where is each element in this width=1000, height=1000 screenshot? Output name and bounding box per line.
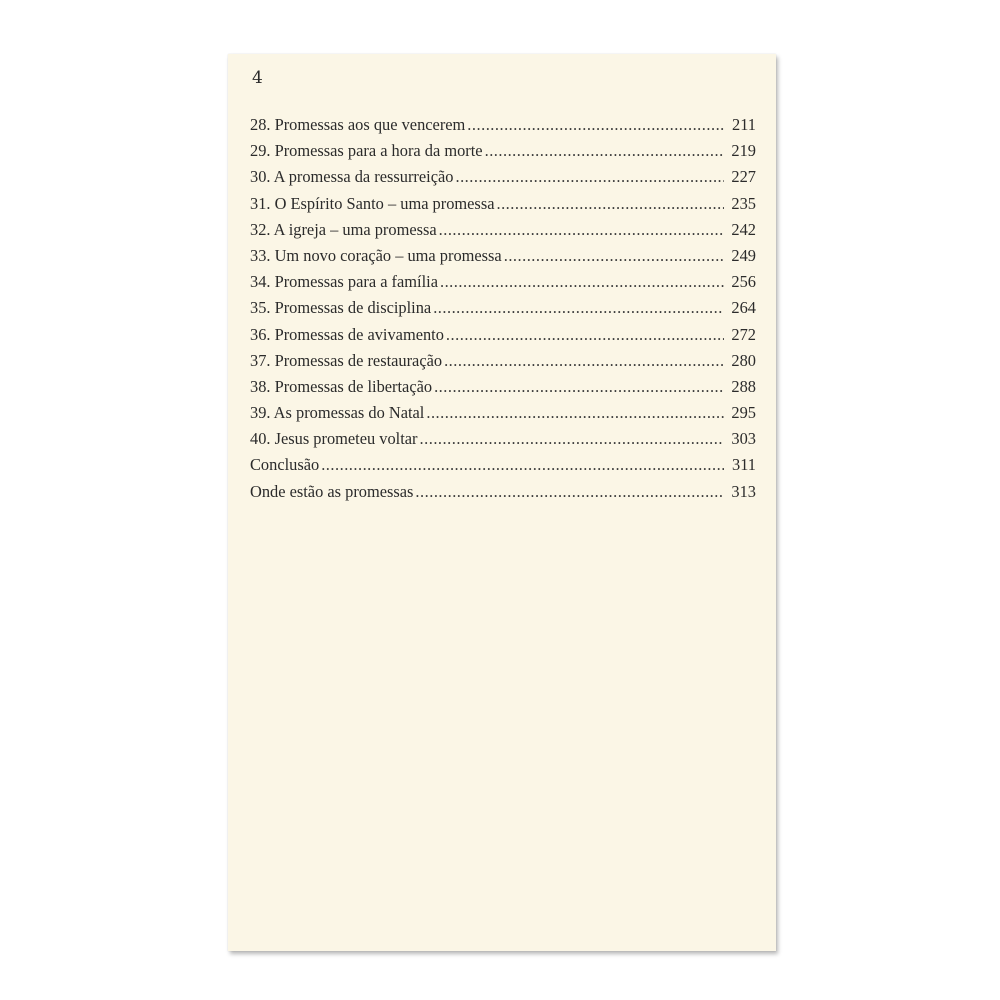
toc-entry-page: 219 xyxy=(731,141,756,161)
toc-entry xyxy=(250,295,756,321)
toc-dot-leader xyxy=(439,217,724,243)
toc-entry-title: 30. A promessa da ressurreição xyxy=(250,167,454,187)
toc-entry xyxy=(250,322,756,348)
toc-dot-leader xyxy=(440,269,724,295)
toc-entry-title: 40. Jesus prometeu voltar xyxy=(250,429,418,449)
toc-entry-page: 303 xyxy=(731,429,756,449)
toc-dot-leader xyxy=(434,374,724,400)
toc-entry xyxy=(250,452,756,478)
toc-entry-title: 37. Promessas de restauração xyxy=(250,350,443,370)
toc-entry xyxy=(250,191,756,217)
toc-entry-page: 235 xyxy=(731,193,756,213)
toc-entry-page: 311 xyxy=(732,455,756,475)
toc-entry-page: 280 xyxy=(731,350,756,370)
toc-entry-title: Onde estão as promessas xyxy=(250,481,414,501)
toc-entry-page: 295 xyxy=(731,403,756,423)
toc-entry xyxy=(250,269,756,295)
toc-entry-title: 31. O Espírito Santo – uma promessa xyxy=(250,193,495,213)
toc-entry-page: 211 xyxy=(732,115,756,134)
toc-dot-leader xyxy=(420,426,724,452)
toc-dot-leader xyxy=(504,243,724,269)
toc-entry xyxy=(250,112,756,138)
toc-entry xyxy=(250,138,756,164)
toc-dot-leader xyxy=(433,295,724,321)
toc-entry-page: 264 xyxy=(731,298,756,318)
toc-dot-leader xyxy=(444,348,724,374)
toc-entry-page: 227 xyxy=(731,167,756,187)
toc-entry xyxy=(250,426,756,452)
toc-entry-page: 272 xyxy=(731,324,756,344)
toc-entry xyxy=(250,479,756,505)
page-number: 4 xyxy=(252,68,263,88)
toc-entry xyxy=(250,243,756,269)
toc-dot-leader xyxy=(496,191,724,217)
toc-dot-leader xyxy=(415,479,724,505)
toc-dot-leader xyxy=(446,322,724,348)
toc-entry-page: 313 xyxy=(731,481,756,501)
toc-dot-leader xyxy=(426,400,724,426)
toc-dot-leader xyxy=(485,138,724,164)
toc-entry xyxy=(250,374,756,400)
toc-entry-title: 35. Promessas de disciplina xyxy=(250,298,432,318)
toc-entry xyxy=(250,400,756,426)
toc-entry-page: 256 xyxy=(731,272,756,292)
table-of-contents xyxy=(250,112,756,505)
toc-entry xyxy=(250,348,756,374)
toc-entry-title: Conclusão xyxy=(250,455,320,475)
toc-entry xyxy=(250,217,756,243)
toc-dot-leader xyxy=(455,164,724,190)
toc-dot-leader xyxy=(321,452,724,478)
toc-entry-page: 242 xyxy=(731,219,756,239)
toc-entry-title: 36. Promessas de avivamento xyxy=(250,324,444,344)
toc-entry-title: 28. Promessas aos que vencerem xyxy=(250,115,466,134)
toc-entry-title: 38. Promessas de libertação xyxy=(250,376,433,396)
toc-entry-title: 34. Promessas para a família xyxy=(250,272,438,292)
toc-dot-leader xyxy=(467,112,724,138)
toc-entry-title: 32. A igreja – uma promessa xyxy=(250,219,437,239)
toc-entry-title: 29. Promessas para a hora da morte xyxy=(250,141,483,161)
book-page xyxy=(228,54,776,951)
toc-entry-page: 288 xyxy=(731,376,756,396)
toc-entry-page: 249 xyxy=(731,245,756,265)
toc-entry xyxy=(250,164,756,190)
toc-entry-title: 39. As promessas do Natal xyxy=(250,403,425,423)
toc-entry-title: 33. Um novo coração – uma promessa xyxy=(250,245,502,265)
